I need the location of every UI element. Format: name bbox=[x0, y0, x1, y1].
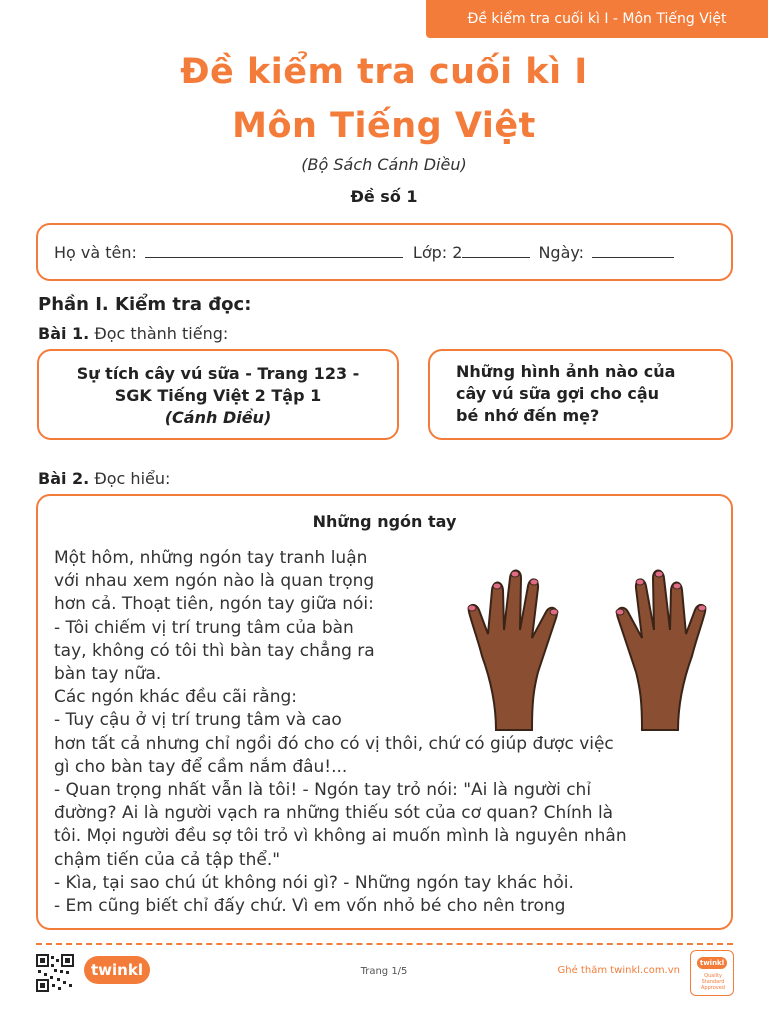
task1-instruction: Đọc thành tiếng: bbox=[94, 324, 229, 343]
passage-line: - Quan trọng nhất vẫn là tôi! - Ngón tay trỏ nói: "Ai là người chỉ bbox=[54, 780, 592, 800]
right-hand bbox=[617, 571, 705, 731]
reading-line-2: SGK Tiếng Việt 2 Tập 1 bbox=[114, 386, 322, 405]
test-number: Đề số 1 bbox=[350, 187, 418, 206]
passage-line: - Tôi chiếm vị trí trung tâm của bàn bbox=[54, 617, 354, 638]
badge-caption: Quality Standard Approved bbox=[701, 973, 725, 991]
twinkl-logo[interactable]: twinkl bbox=[84, 956, 150, 984]
passage-line: Các ngón khác đều cãi rằng: bbox=[54, 687, 297, 708]
date-label: Ngày: bbox=[538, 243, 585, 262]
class-label: Lớp: 2 bbox=[412, 243, 463, 262]
passage-line: gì cho bàn tay để cầm nắm đâu!... bbox=[54, 756, 348, 777]
page-title-line2: Môn Tiếng Việt bbox=[232, 106, 536, 146]
passage-line: - Em cũng biết chỉ đấy chứ. Vì em vốn nhỏ bé cho nên trong bbox=[54, 896, 566, 916]
passage-line: hơn cả. Thoạt tiên, ngón tay giữa nói: bbox=[54, 594, 374, 615]
left-hand bbox=[469, 571, 557, 731]
passage-line: chậm tiến của cả tập thể." bbox=[54, 849, 281, 870]
reading-question-box bbox=[428, 349, 733, 440]
task2-number: Bài 2. bbox=[38, 469, 90, 488]
task2-instruction: Đọc hiểu: bbox=[94, 469, 171, 488]
passage-line: - Tuy cậu ở vị trí trung tâm và cao bbox=[54, 710, 342, 731]
name-field[interactable] bbox=[145, 243, 403, 258]
page-number: Trang 1/5 bbox=[360, 966, 408, 977]
class-field[interactable] bbox=[462, 243, 530, 258]
passage-line: Một hôm, những ngón tay tranh luận bbox=[54, 548, 368, 568]
passage-box bbox=[36, 494, 733, 930]
passage-line: bàn tay nữa. bbox=[54, 664, 162, 684]
reading-line-1: Sự tích cây vú sữa - Trang 123 - bbox=[76, 364, 360, 383]
question-line-1: Những hình ảnh nào của bbox=[456, 362, 676, 381]
student-info-box bbox=[36, 223, 733, 281]
question-line-2: cây vú sữa gợi cho cậu bbox=[456, 384, 660, 403]
name-label: Họ và tên: bbox=[54, 243, 137, 262]
passage-title: Những ngón tay bbox=[312, 512, 457, 531]
passage-line: với nhau xem ngón nào là quan trọng bbox=[54, 571, 375, 592]
badge-logo: twinkl bbox=[697, 957, 727, 969]
website-link[interactable]: Ghé thăm twinkl.com.vn bbox=[557, 965, 680, 976]
reading-assignment-box bbox=[37, 349, 399, 440]
reading-line-3: (Cánh Diều) bbox=[164, 408, 272, 427]
reading-question bbox=[456, 361, 716, 427]
header-banner: Đề kiểm tra cuối kì I - Môn Tiếng Việt bbox=[426, 0, 768, 38]
task1-number: Bài 1. bbox=[38, 324, 90, 343]
part1-heading: Phần I. Kiểm tra đọc: bbox=[38, 294, 252, 315]
passage-line: - Kìa, tại sao chú út không nói gì? - Những ngón tay khác hỏi. bbox=[54, 872, 574, 893]
reading-assignment bbox=[39, 363, 397, 429]
passage-line: tay, không có tôi thì bàn tay chẳng ra bbox=[54, 640, 375, 661]
task2-label bbox=[38, 469, 170, 488]
student-info-row bbox=[54, 243, 674, 262]
passage-line: đường? Ai là người vạch ra những thiếu sót của cơ quan? Chính là bbox=[54, 803, 614, 824]
task1-label bbox=[38, 324, 228, 343]
quality-badge bbox=[690, 950, 734, 996]
passage-line: tôi. Mọi người đều sợ tôi trỏ vì không ai muốn mình là nguyên nhân bbox=[54, 826, 627, 847]
question-line-3: bé nhớ đến mẹ? bbox=[456, 406, 600, 425]
book-series-subtitle: (Bộ Sách Cánh Diều) bbox=[301, 155, 467, 174]
two-hands-icon bbox=[452, 560, 722, 732]
footer-divider bbox=[36, 943, 733, 945]
passage-line: hơn tất cả nhưng chỉ ngồi đó cho có vị thôi, chứ có giúp được việc bbox=[54, 733, 614, 754]
date-field[interactable] bbox=[592, 243, 674, 258]
page-title-line1: Đề kiểm tra cuối kì I bbox=[180, 52, 588, 92]
